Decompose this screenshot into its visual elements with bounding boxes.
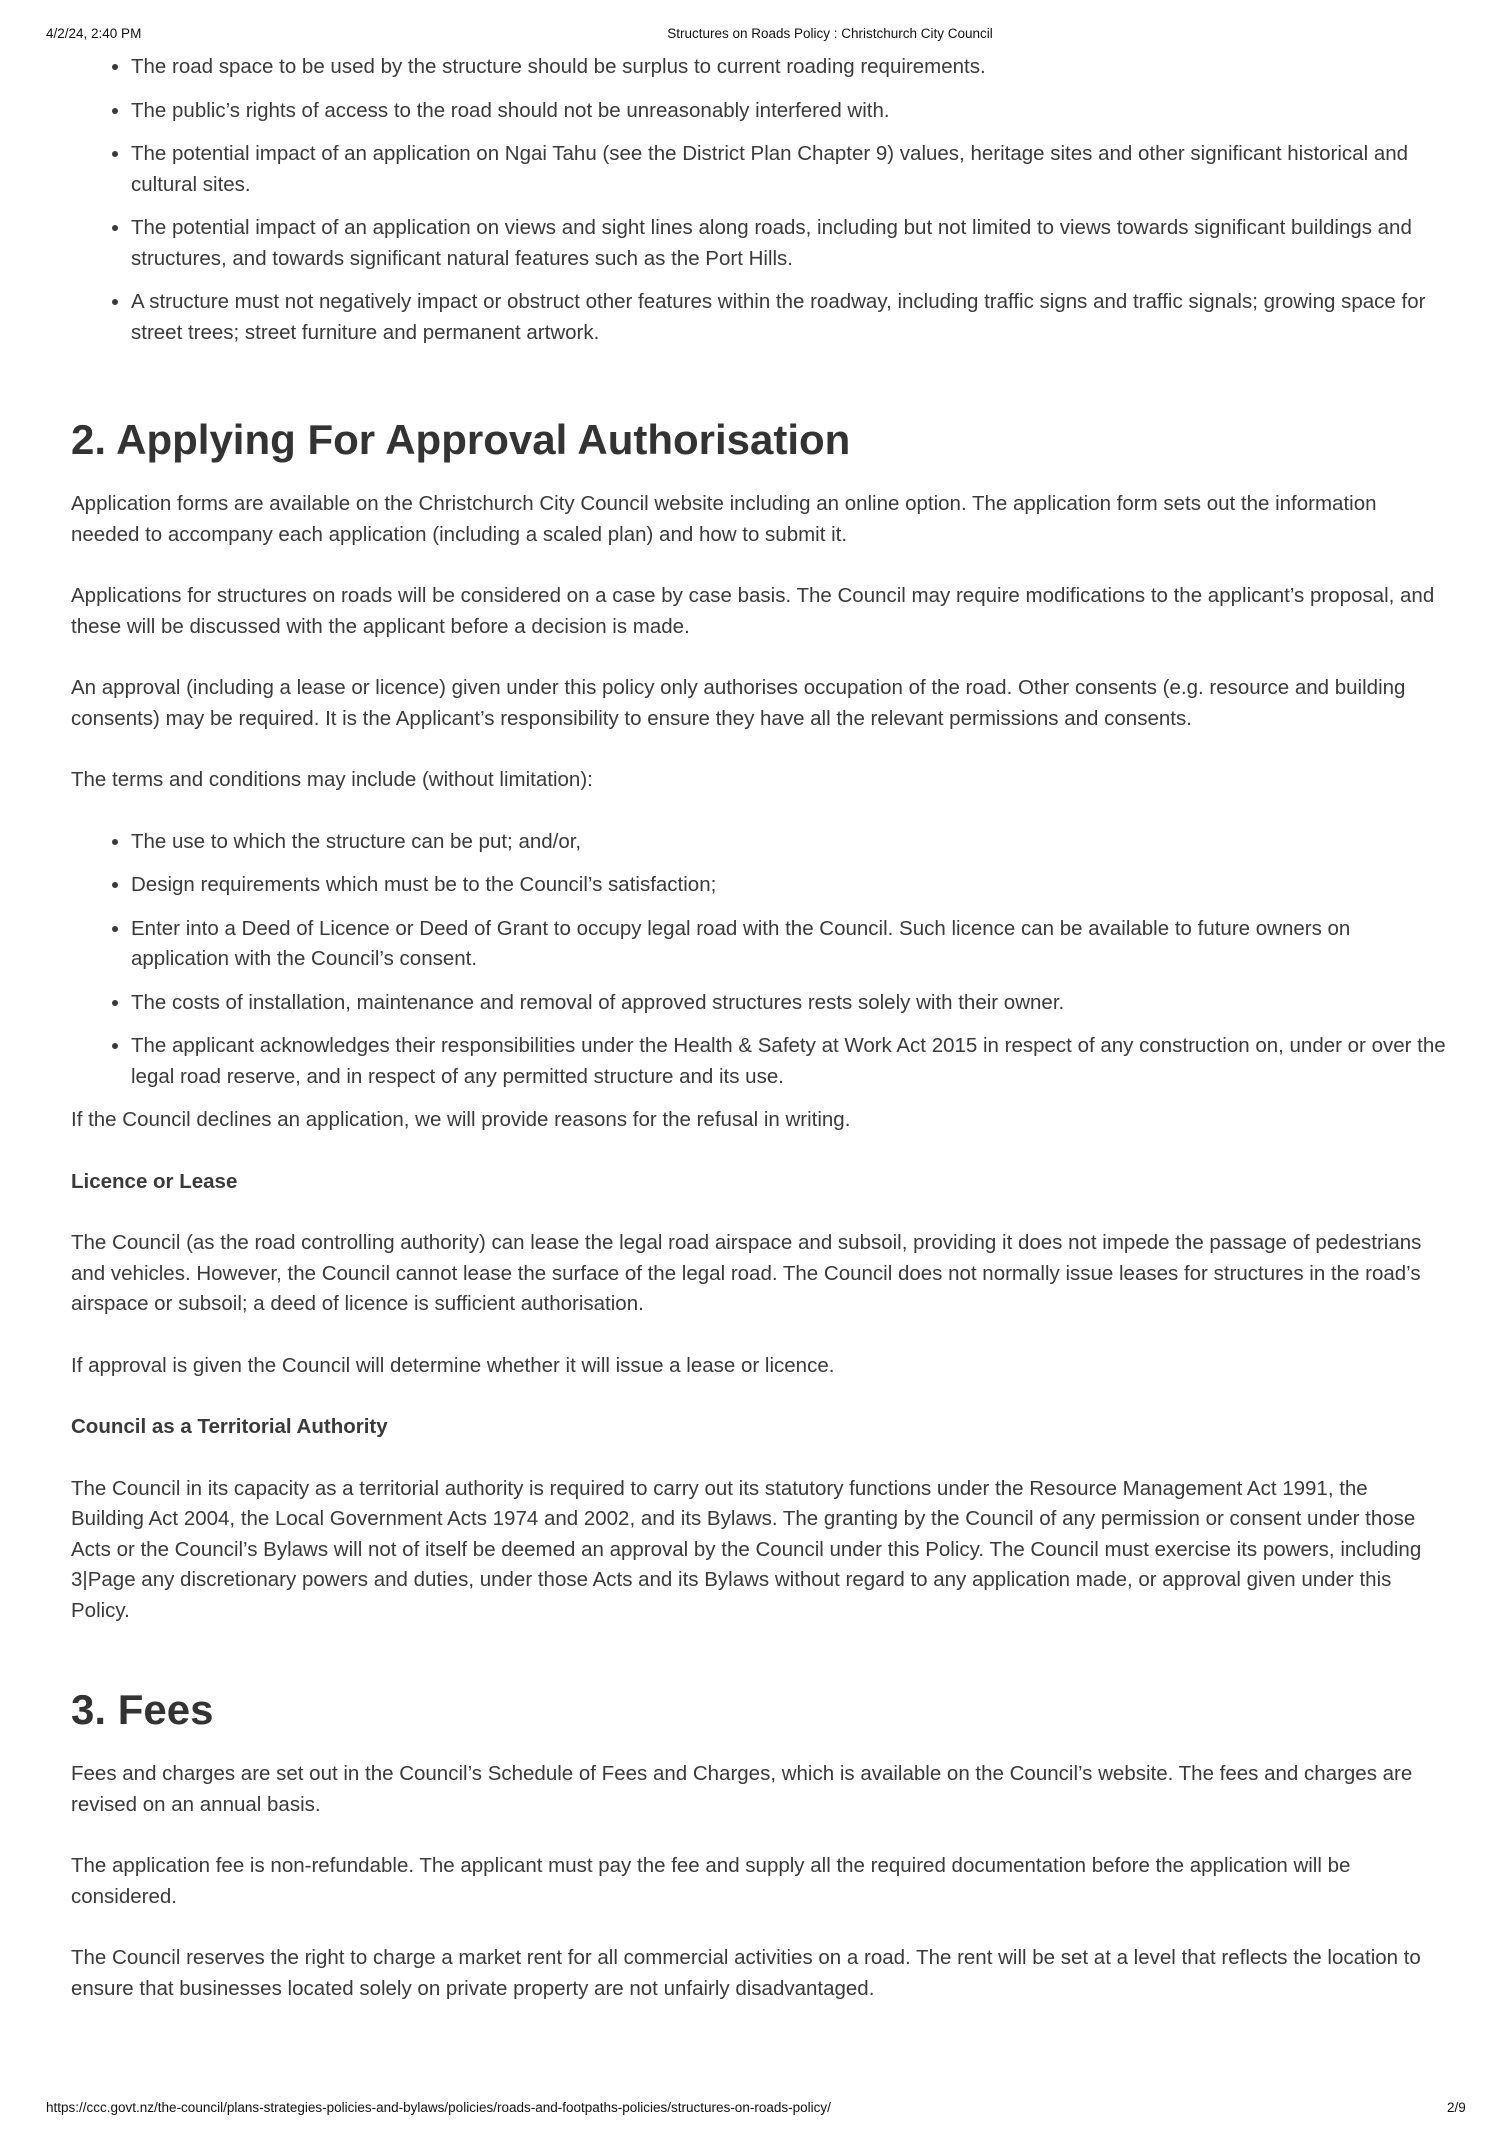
paragraph: Fees and charges are set out in the Council’s Schedule of Fees and Charges, which is available on the Council’s website. The fees and charges are revised on an annual basis. [71,1762,1413,1816]
document-body [71,52,1446,2035]
decline-paragraph: If the Council declines an application, we will provide reasons for the refusal in writing. [71,1108,851,1131]
paragraph: The Council (as the road controlling authority) can lease the legal road airspace and subsoil, providing it does not impede the passage of pedestrians and vehicles. However, the Council cannot lease the surface of the legal road. The Council does not normally issue leases for structures in the road’s airspace or subsoil; a deed of licence is sufficient authorisation. [71,1231,1422,1315]
list-item: • The public’s rights of access to the road should not be unreasonably interfered with. [131,96,1446,127]
list-item: • The potential impact of an application on views and sight lines along roads, including but not limited to views towards significant buildings and structures, and towards significant natural features such as the Port Hills. [131,213,1446,274]
list-item: • The applicant acknowledges their responsibilities under the Health & Safety at Work Act 2015 in respect of any construction on, under or over the legal road reserve, and in respect of any permitted structure and its use. [131,1031,1446,1092]
list-item: • Design requirements which must be to the Council’s satisfaction; [131,870,1446,901]
list-item: • The use to which the structure can be put; and/or, [131,827,1446,858]
terms-bullet-list [71,827,1446,1093]
paragraph: Applications for structures on roads will be considered on a case by case basis. The Council may require modifications to the applicant’s proposal, and these will be discussed with the applicant before a decision is made. [71,584,1435,638]
paragraph: The Council in its capacity as a territorial authority is required to carry out its statutory functions under the Resource Management Act 1991, the Building Act 2004, the Local Government Acts 1974 and 2002, and its Bylaws. The granting by the Council of any permission or consent under those Acts or the Council’s Bylaws will not of itself be deemed an approval by the Council under this Policy. The Council must exercise its powers, including 3|Page any discretionary powers and duties, under those Acts and its Bylaws without regard to any application made, or approval given under this Policy. [71,1476,1422,1622]
section-heading-fees: 3. Fees [71,1686,214,1733]
list-item: • The costs of installation, maintenance and removal of approved structures rests solely with their owner. [131,988,1446,1019]
paragraph: If approval is given the Council will determine whether it will issue a lease or licence. [71,1353,835,1377]
print-url: https://ccc.govt.nz/the-council/plans-strategies-policies-and-bylaws/policies/roads-and-footpaths-policies/structures-on-roads-policy/ [46,2100,831,2115]
paragraph: The Council reserves the right to charge a market rent for all commercial activities on a road. The rent will be set at a level that reflects the location to ensure that businesses located solely on private property are not unfairly disadvantaged. [71,1946,1421,2000]
print-datetime: 4/2/24, 2:40 PM [46,26,142,41]
page-number: 2/9 [1447,2100,1466,2115]
list-item: • Enter into a Deed of Licence or Deed of Grant to occupy legal road with the Council. Such licence can be available to future owners on application with the Council’s consent. [131,914,1446,975]
paragraph: The application fee is non-refundable. The applicant must pay the fee and supply all the required documentation before the application will be considered. [71,1854,1351,1908]
paragraph: An approval (including a lease or licence) given under this policy only authorises occupation of the road. Other consents (e.g. resource and building consents) may be required. It is the Applicant’s responsibility to ensure they have all the relevant permissions and consents. [71,676,1406,730]
subheading-territorial-authority: Council as a Territorial Authority [71,1415,388,1438]
subheading-licence-or-lease: Licence or Lease [71,1169,238,1193]
section-heading-applying: 2. Applying For Approval Authorisation [71,416,851,463]
paragraph: Application forms are available on the Christchurch City Council website including an online option. The application form sets out the information needed to accompany each application (including a scaled plan) and how to submit it. [71,492,1377,546]
print-page-title: Structures on Roads Policy : Christchurch City Council [667,26,993,41]
list-item: • The potential impact of an application on Ngai Tahu (see the District Plan Chapter 9) values, heritage sites and other significant historical and cultural sites. [131,139,1446,200]
paragraph: The terms and conditions may include (without limitation): [71,768,593,791]
list-item: • The road space to be used by the structure should be surplus to current roading requirements. [131,52,1446,83]
list-item: • A structure must not negatively impact or obstruct other features within the roadway, including traffic signs and traffic signals; growing space for street trees; street furniture and permanent artwork. [131,287,1446,348]
top-bullet-list [71,52,1446,348]
